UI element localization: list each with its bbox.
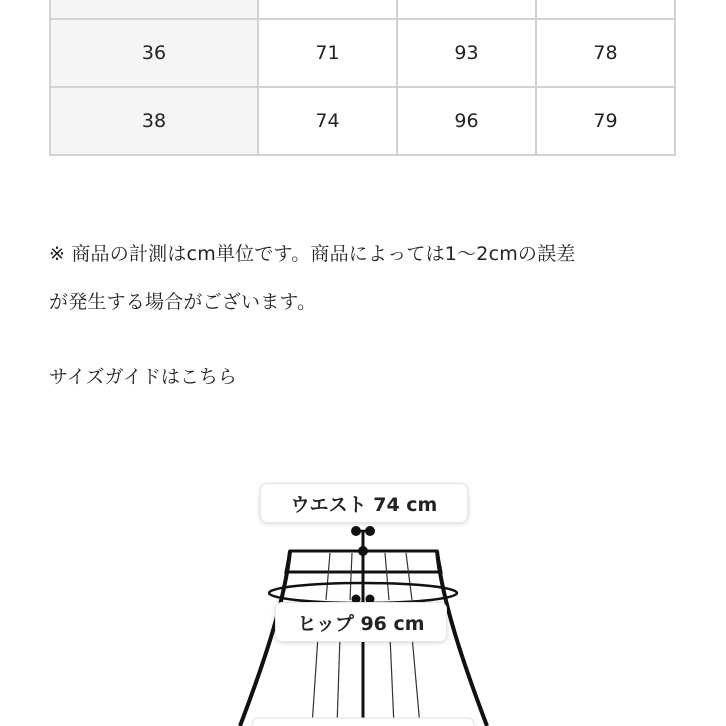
measurement-note-line: ※ 商品の計測はcm単位です。商品によっては1〜2cmの誤差 <box>49 243 576 265</box>
table-cell: 96 <box>397 87 536 155</box>
waist-marker-dot <box>351 526 361 536</box>
size-guide-link[interactable]: サイズガイドはこちら <box>49 366 237 388</box>
waist-center-dot <box>358 546 368 556</box>
hip-label: ヒップ 96 cm <box>276 603 446 641</box>
table-cell: 78 <box>536 19 675 87</box>
table-cell: 74 <box>258 87 397 155</box>
skirt-pleat-lines <box>326 553 412 600</box>
table-cell: 79 <box>536 87 675 155</box>
table-cell: 71 <box>258 19 397 87</box>
measurement-note-line: が発生する場合がございます。 <box>49 291 317 313</box>
table-cell-size: 36 <box>50 19 258 87</box>
waist-label: ウエスト 74 cm <box>261 484 467 522</box>
length-label-chip <box>252 718 474 726</box>
table-cell-size: 38 <box>50 87 258 155</box>
table-cell: 93 <box>397 19 536 87</box>
skirt-lower-pleats <box>312 636 420 726</box>
waist-marker-dot <box>365 526 375 536</box>
